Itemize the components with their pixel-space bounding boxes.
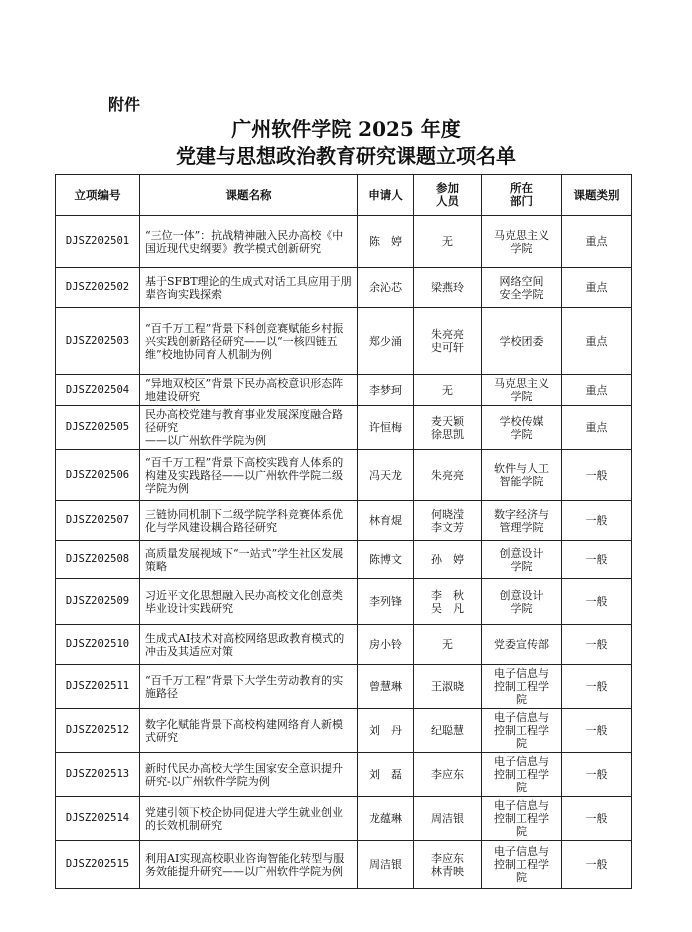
category-cell: 一般 <box>562 501 632 541</box>
table-row <box>56 501 632 541</box>
project-title-cell: “三位一体”：抗战精神融入民办高校《中国近现代史纲要》教学模式创新研究 <box>140 216 358 268</box>
category-cell: 一般 <box>562 841 632 889</box>
header-category: 课题类别 <box>562 175 632 216</box>
table-row <box>56 797 632 841</box>
project-code-cell: DJSZ202505 <box>56 406 140 450</box>
category-cell: 重点 <box>562 268 632 308</box>
project-title-cell: “百千万工程”背景下大学生劳动教育的实施路径 <box>140 665 358 709</box>
category-cell: 一般 <box>562 753 632 797</box>
table-row <box>56 665 632 709</box>
project-title-cell: 三链协同机制下二级学院学科竞赛体系优化与学风建设耦合路径研究 <box>140 501 358 541</box>
category-cell: 一般 <box>562 450 632 501</box>
members-cell: 朱亮亮 史可轩 <box>414 308 482 375</box>
project-code-cell: DJSZ202508 <box>56 541 140 579</box>
members-cell: 李 秋 吴 凡 <box>414 579 482 625</box>
members-cell: 梁燕玲 <box>414 268 482 308</box>
members-cell: 何晓滢 李文芳 <box>414 501 482 541</box>
members-cell: 麦天颖 徐思凯 <box>414 406 482 450</box>
category-cell: 一般 <box>562 797 632 841</box>
project-title-cell: “异地双校区”背景下民办高校意识形态阵地建设研究 <box>140 375 358 406</box>
department-cell: 学校传媒 学院 <box>482 406 562 450</box>
project-title-cell: 利用AI实现高校职业咨询智能化转型与服务效能提升研究——以广州软件学院为例 <box>140 841 358 889</box>
table-row <box>56 579 632 625</box>
department-cell: 电子信息与 控制工程学 院 <box>482 709 562 753</box>
members-cell: 无 <box>414 375 482 406</box>
members-cell: 纪聪慧 <box>414 709 482 753</box>
members-cell: 李应东 林青映 <box>414 841 482 889</box>
project-code-cell: DJSZ202509 <box>56 579 140 625</box>
department-cell: 电子信息与 控制工程学 院 <box>482 797 562 841</box>
table-row <box>56 450 632 501</box>
project-code-cell: DJSZ202510 <box>56 625 140 665</box>
project-code-cell: DJSZ202511 <box>56 665 140 709</box>
department-cell: 马克思主义 学院 <box>482 375 562 406</box>
members-cell: 无 <box>414 625 482 665</box>
project-title-cell: 新时代民办高校大学生国家安全意识提升研究-以广州软件学院为例 <box>140 753 358 797</box>
department-cell: 电子信息与 控制工程学 院 <box>482 753 562 797</box>
department-cell: 创意设计 学院 <box>482 541 562 579</box>
table-row <box>56 268 632 308</box>
applicant-cell: 刘 丹 <box>358 709 414 753</box>
members-cell: 孙 婷 <box>414 541 482 579</box>
category-cell: 重点 <box>562 406 632 450</box>
category-cell: 一般 <box>562 579 632 625</box>
project-title-cell: 高质量发展视域下“一站式”学生社区发展策略 <box>140 541 358 579</box>
applicant-cell: 李列锋 <box>358 579 414 625</box>
applicant-cell: 刘 磊 <box>358 753 414 797</box>
applicant-cell: 曾慧琳 <box>358 665 414 709</box>
project-code-cell: DJSZ202502 <box>56 268 140 308</box>
department-cell: 创意设计 学院 <box>482 579 562 625</box>
applicant-cell: 余沁芯 <box>358 268 414 308</box>
project-title-cell: 数字化赋能背景下高校构建网络育人新模式研究 <box>140 709 358 753</box>
applicant-cell: 龙蕴琳 <box>358 797 414 841</box>
members-cell: 王淑晓 <box>414 665 482 709</box>
header-applicant: 申请人 <box>358 175 414 216</box>
department-cell: 网络空间 安全学院 <box>482 268 562 308</box>
project-code-cell: DJSZ202514 <box>56 797 140 841</box>
project-list-table <box>55 174 632 889</box>
applicant-cell: 郑少涌 <box>358 308 414 375</box>
project-title-cell: 民办高校党建与教育事业发展深度融合路径研究 ——以广州软件学院为例 <box>140 406 358 450</box>
header-project-code: 立项编号 <box>56 175 140 216</box>
table-row <box>56 625 632 665</box>
table-row <box>56 541 632 579</box>
project-title-cell: “百千万工程”背景下高校实践育人体系的构建及实践路径——以广州软件学院二级学院为例 <box>140 450 358 501</box>
category-cell: 一般 <box>562 665 632 709</box>
project-code-cell: DJSZ202504 <box>56 375 140 406</box>
applicant-cell: 周洁银 <box>358 841 414 889</box>
table-row <box>56 308 632 375</box>
applicant-cell: 陈博文 <box>358 541 414 579</box>
category-cell: 重点 <box>562 375 632 406</box>
project-code-cell: DJSZ202513 <box>56 753 140 797</box>
project-title-cell: 生成式AI技术对高校网络思政教育模式的冲击及其适应对策 <box>140 625 358 665</box>
department-cell: 数字经济与 管理学院 <box>482 501 562 541</box>
table-row <box>56 753 632 797</box>
category-cell: 一般 <box>562 709 632 753</box>
table-row <box>56 841 632 889</box>
table-header-row <box>56 175 632 216</box>
table-row <box>56 406 632 450</box>
applicant-cell: 冯天龙 <box>358 450 414 501</box>
category-cell: 重点 <box>562 308 632 375</box>
category-cell: 一般 <box>562 541 632 579</box>
table-body <box>56 216 632 889</box>
department-cell: 学校团委 <box>482 308 562 375</box>
applicant-cell: 李梦珂 <box>358 375 414 406</box>
applicant-cell: 林育焜 <box>358 501 414 541</box>
project-code-cell: DJSZ202515 <box>56 841 140 889</box>
attachment-label: 附件 <box>108 95 141 114</box>
project-title-cell: 党建引领下校企协同促进大学生就业创业的长效机制研究 <box>140 797 358 841</box>
department-cell: 电子信息与 控制工程学 院 <box>482 665 562 709</box>
members-cell: 朱亮亮 <box>414 450 482 501</box>
department-cell: 党委宣传部 <box>482 625 562 665</box>
department-cell: 马克思主义 学院 <box>482 216 562 268</box>
project-code-cell: DJSZ202507 <box>56 501 140 541</box>
header-department: 所在 部门 <box>482 175 562 216</box>
table-row <box>56 709 632 753</box>
project-code-cell: DJSZ202503 <box>56 308 140 375</box>
document-subtitle: 党建与思想政治教育研究课题立项名单 <box>176 144 516 168</box>
department-cell: 电子信息与 控制工程学 院 <box>482 841 562 889</box>
project-code-cell: DJSZ202506 <box>56 450 140 501</box>
applicant-cell: 陈 婷 <box>358 216 414 268</box>
category-cell: 重点 <box>562 216 632 268</box>
project-title-cell: “百千万工程”背景下科创竞赛赋能乡村振兴实践创新路径研究——以“一核四链五维”校地协同育人机制为例 <box>140 308 358 375</box>
table-row <box>56 375 632 406</box>
applicant-cell: 许恒梅 <box>358 406 414 450</box>
header-members: 参加 人员 <box>414 175 482 216</box>
project-title-cell: 习近平文化思想融入民办高校文化创意类毕业设计实践研究 <box>140 579 358 625</box>
project-title-cell: 基于SFBT理论的生成式对话工具应用于朋辈咨询实践探索 <box>140 268 358 308</box>
members-cell: 无 <box>414 216 482 268</box>
project-code-cell: DJSZ202501 <box>56 216 140 268</box>
header-project-title: 课题名称 <box>140 175 358 216</box>
applicant-cell: 房小铃 <box>358 625 414 665</box>
project-code-cell: DJSZ202512 <box>56 709 140 753</box>
department-cell: 软件与人工 智能学院 <box>482 450 562 501</box>
members-cell: 周洁银 <box>414 797 482 841</box>
members-cell: 李应东 <box>414 753 482 797</box>
category-cell: 一般 <box>562 625 632 665</box>
table-row <box>56 216 632 268</box>
document-title: 广州软件学院 2025 年度 <box>231 117 461 141</box>
